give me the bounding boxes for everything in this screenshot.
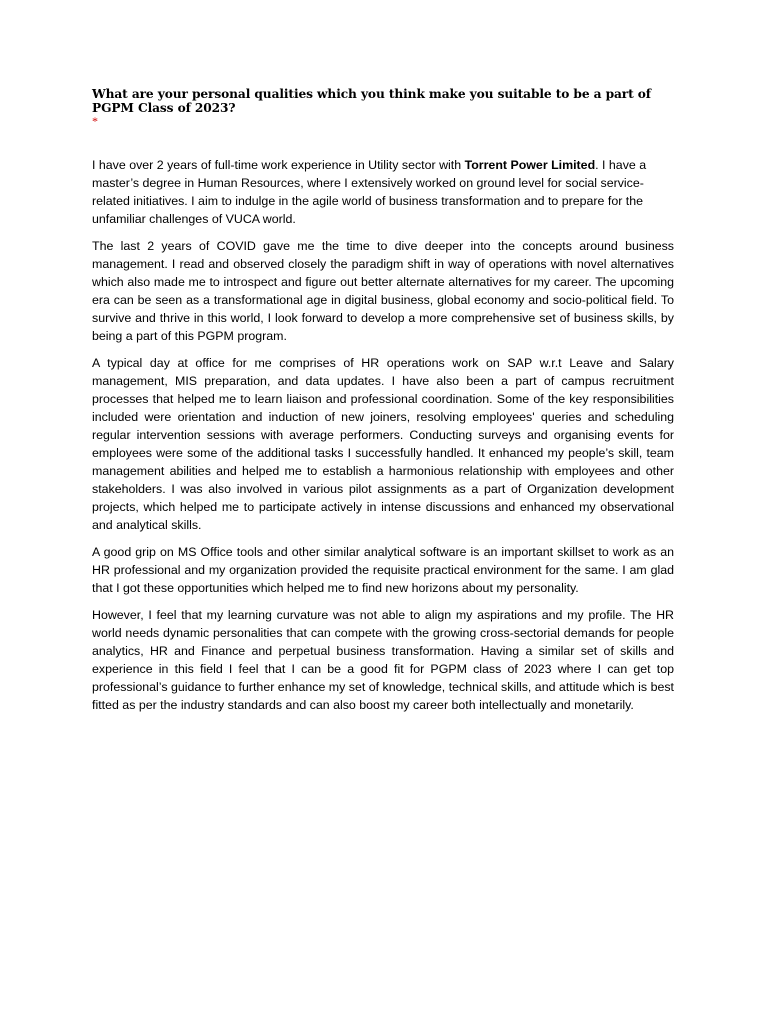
question-heading: What are your personal qualities which you think make you suitable to be a part of PGPM Class of 2023?	[92, 87, 651, 115]
paragraph-5: However, I feel that my learning curvature was not able to align my aspirations and my profile. The HR world needs dynamic personalities that can compete with the growing cross-sectorial demands for people analytics, HR and Finance and perpetual business transformation. Having a similar set of skills and experience in this field I feel that I can be a good fit for PGPM class of 2023 where I can get top professional’s guidance to further enhance my set of knowledge, technical skills, and attitude which is best fitted as per the industry standards and can also boost my career both intellectually and monetarily.	[92, 608, 674, 712]
paragraph-2: The last 2 years of COVID gave me the time to dive deeper into the concepts around business management. I read and observed closely the paradigm shift in way of operations with novel alternatives which also made me to introspect and figure out better alternate alternatives for my career. The upcoming era can be seen as a transformational age in digital business, global economy and socio-political field. To survive and thrive in this world, I look forward to develop a more comprehensive set of business skills, by being a part of this PGPM program.	[92, 239, 674, 343]
answer-body	[92, 156, 674, 723]
paragraph-1	[92, 156, 674, 228]
required-marker: *	[92, 114, 98, 128]
company-name: Torrent Power Limited	[464, 158, 596, 172]
paragraph-3: A typical day at office for me comprises of HR operations work on SAP w.r.t Leave and Salary management, MIS preparation, and data updates. I have also been a part of campus recruitment processes that helped me to learn liaison and professional coordination. Some of the key responsibilities included were orientation and induction of new joiners, resolving employees' queries and scheduling regular intervention sessions with average performers. Conducting surveys and organising events for employees were some of the additional tasks I successfully handled. It enhanced my people’s skill, team management abilities and helped me to establish a harmonious relationship with employees and other stakeholders. I was also involved in various pilot assignments as a part of Organization development projects, which helped me to participate actively in intense discussions and enhanced my observational and analytical skills.	[92, 356, 674, 532]
paragraph-1-before: I have over 2 years of full-time work experience in Utility sector with	[92, 158, 465, 172]
paragraph-1-after: . I have a master’s degree in Human Resources, where I extensively worked on ground level for social service-related initiatives. I aim to indulge in the agile world of business transformation and to prepare for the unfamiliar challenges of VUCA world.	[92, 158, 647, 226]
paragraph-4: A good grip on MS Office tools and other similar analytical software is an important skillset to work as an HR professional and my organization provided the requisite practical environment for the same. I am glad that I got these opportunities which helped me to find new horizons about my personality.	[92, 545, 674, 595]
